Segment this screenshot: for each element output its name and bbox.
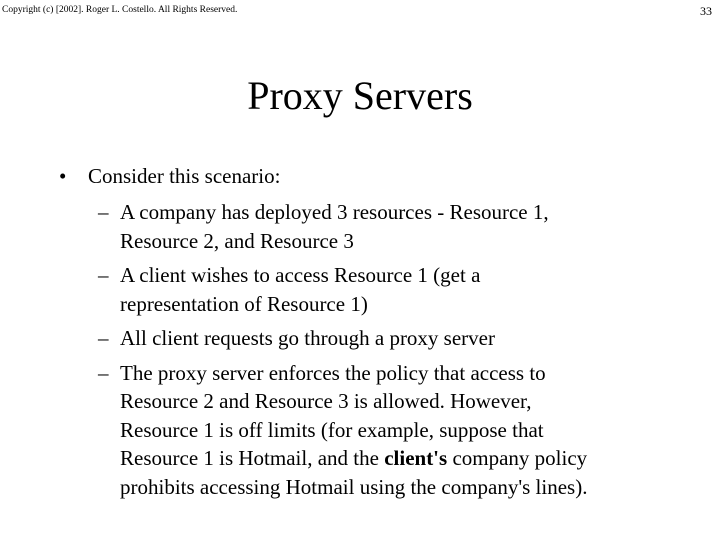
sub-bullet-line: representation of Resource 1) [120,291,368,316]
slide-title: Proxy Servers [247,73,473,118]
sub-bullet-line-mixed [120,444,698,473]
sub-bullet-item [98,198,698,255]
sub-bullet-line: Resource 2 and Resource 3 is allowed. However, [120,389,532,413]
sub-bullet-line: prohibits accessing Hotmail using the company's lines). [120,474,588,499]
sub-bullet-item [98,324,698,353]
main-bullet [59,163,280,189]
sub-bullet-list [98,198,698,507]
sub-bullet-line: Resource 2, and Resource 3 [120,228,354,253]
copyright-notice: Copyright (c) [2002]. Roger L. Costello. All Rights Reserved. [2,5,238,15]
page-number: 33 [700,4,712,18]
dash-marker: – [98,200,109,224]
sub-bullet-line: The proxy server enforces the policy that access to [120,360,546,385]
sub-bullet-line: All client requests go through a proxy server [120,326,495,350]
main-bullet-text: Consider this scenario: [88,164,281,188]
sub-bullet-line: A client wishes to access Resource 1 (get a [120,263,481,287]
sub-bullet-item [98,261,698,318]
bold-emphasis: client's [384,446,448,470]
bullet-marker: • [59,164,67,188]
sub-bullet-line: Resource 1 is off limits (for example, suppose that [120,417,544,442]
dash-marker: – [98,360,109,385]
sub-bullet-line: A company has deployed 3 resources - Resource 1, [120,200,549,224]
dash-marker: – [98,326,109,350]
dash-marker: – [98,263,109,287]
line-text: Resource 1 is Hotmail, and the [120,446,385,470]
sub-bullet-item [98,359,698,502]
line-text: company policy [447,446,588,470]
